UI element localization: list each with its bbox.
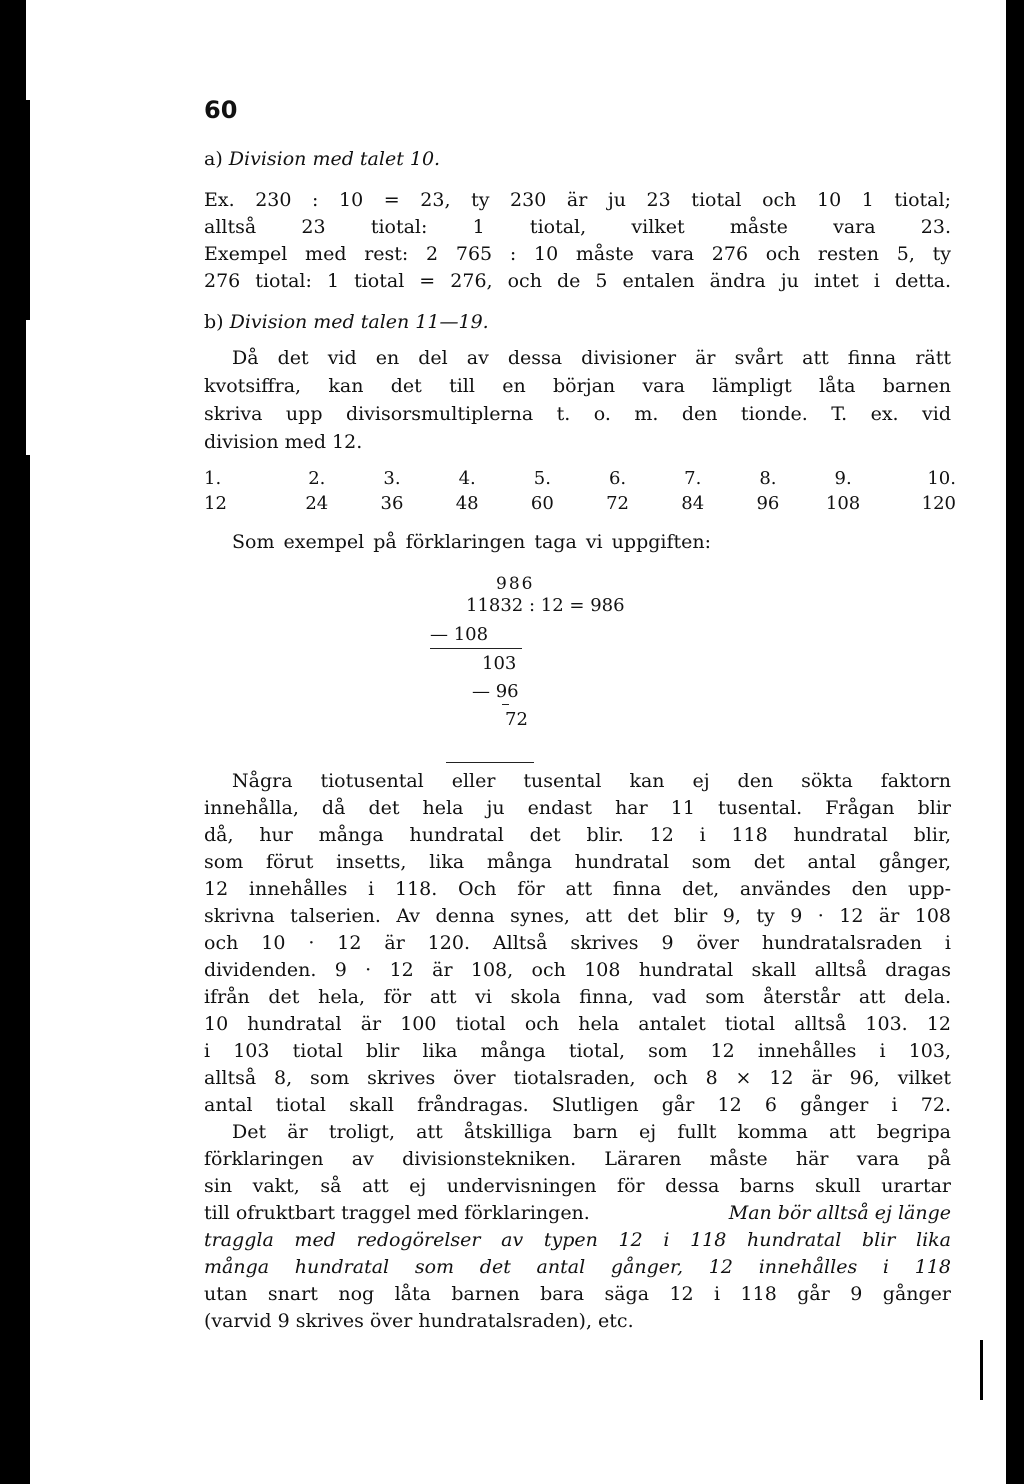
section-b-title: Division med talen 11—19. xyxy=(229,311,489,333)
paragraph-line: alltså 8, som skrives över tiotalsraden, och 8 × 12 är 96, vilket xyxy=(204,1067,951,1089)
index-cell: 7. xyxy=(684,468,702,489)
multiple-cell: 108 xyxy=(825,493,861,514)
section-a-line: alltså 23 tiotal: 1 tiotal, vilket måste vara 23. xyxy=(204,216,951,238)
paragraph-line-italic: många hundratal som det antal gånger, 12 innehålles i 118 xyxy=(204,1256,951,1278)
section-a-heading xyxy=(204,146,440,173)
paragraph-line-start: till ofruktbart traggel med förklaringen. xyxy=(204,1202,590,1224)
paragraph-line: antal tiotal skall fråndragas. Slutligen går 12 6 gånger i 72. xyxy=(204,1094,951,1116)
paragraph-line: förklaringen av divisionstekniken. Läraren måste här vara på xyxy=(204,1148,951,1170)
paragraph-line: skrivna talserien. Av denna synes, att det blir 9, ty 9 · 12 är 108 xyxy=(204,905,951,927)
section-divider xyxy=(446,762,534,763)
section-b-line: Då det vid en del av dessa divisioner är svårt att finna rätt xyxy=(232,347,951,369)
ld-step1: — 108 xyxy=(430,624,489,645)
multiple-cell: 24 xyxy=(305,493,329,514)
index-row xyxy=(204,468,956,489)
multiples-table xyxy=(204,468,956,514)
section-b-label: b) xyxy=(204,311,224,333)
section-b-heading xyxy=(204,309,489,336)
ld-remainder2: 72 xyxy=(505,709,528,730)
ld-remainder1: 103 xyxy=(482,653,517,674)
paragraph-line: innehålla, då det hela ju endast har 11 tusental. Frågan blir xyxy=(204,797,951,819)
index-cell: 10. xyxy=(927,468,956,489)
ld-rule xyxy=(430,648,522,649)
paragraph-line-italic: traggla med redogörelser av typen 12 i 118 hundratal blir lika xyxy=(204,1229,951,1251)
section-a-line: 276 tiotal: 1 tiotal = 276, och de 5 entalen ändra ju intet i detta. xyxy=(204,270,951,292)
left-edge-mark-top xyxy=(26,100,30,320)
section-b-line: skriva upp divisorsmultiplerna t. o. m. den tionde. T. ex. vid xyxy=(204,403,951,425)
paragraph-line xyxy=(204,1200,951,1227)
paragraph-line: utan snart nog låta barnen bara säga 12 i 118 går 9 gånger xyxy=(204,1283,951,1305)
section-a-title: Division med talet 10. xyxy=(228,148,441,170)
ld-step2: — 96 xyxy=(472,681,519,702)
paragraph-line-italic: Man bör alltså ej länge xyxy=(728,1202,951,1224)
multiple-cell: 12 xyxy=(204,493,227,514)
paragraph-line: ifrån det hela, för att vi skola finna, vad som återstår att dela. xyxy=(204,986,951,1008)
index-cell: 5. xyxy=(533,468,551,489)
index-cell: 1. xyxy=(204,468,222,489)
multiple-cell: 96 xyxy=(756,493,780,514)
multiple-cell: 72 xyxy=(606,493,629,514)
paragraph-line: sin vakt, så att ej undervisningen för dessa barns skull urartar xyxy=(204,1175,951,1197)
multiple-cell: 84 xyxy=(681,493,705,514)
section-b-line: division med 12. xyxy=(204,431,363,453)
right-edge-mark xyxy=(980,1340,983,1400)
left-edge-mark-bottom xyxy=(26,455,30,1484)
paragraph-line: dividenden. 9 · 12 är 108, och 108 hundratal skall alltså dragas xyxy=(204,959,951,981)
index-cell: 8. xyxy=(759,468,777,489)
multiple-cell: 60 xyxy=(530,493,554,514)
book-page xyxy=(26,0,1006,1484)
paragraph-line: 12 innehålles i 118. Och för att finna det, användes den upp- xyxy=(204,878,951,900)
index-cell: 9. xyxy=(834,468,852,489)
paragraph-line: och 10 · 12 är 120. Alltså skrives 9 över hundratalsraden i xyxy=(204,932,951,954)
paragraph-line: i 103 tiotal blir lika många tiotal, som 12 innehålles i 103, xyxy=(204,1040,951,1062)
ld-expression: 11832 : 12 = 986 xyxy=(466,595,625,616)
multiple-cell: 48 xyxy=(455,493,479,514)
section-b-line: kvotsiffra, kan det till en början vara lämpligt låta barnen xyxy=(204,375,951,397)
ld-rule xyxy=(502,704,509,705)
section-a-label: a) xyxy=(204,148,223,170)
index-cell: 2. xyxy=(308,468,326,489)
section-a-line: Ex. 230 : 10 = 23, ty 230 är ju 23 tiotal och 10 1 tiotal; xyxy=(204,189,951,211)
section-a-line: Exempel med rest: 2 765 : 10 måste vara 276 och resten 5, ty xyxy=(204,243,951,265)
paragraph-line: som förut insetts, lika många hundratal som det antal gånger, xyxy=(204,851,951,873)
index-cell: 3. xyxy=(383,468,401,489)
index-cell: 6. xyxy=(608,468,627,489)
paragraph-line: (varvid 9 skrives över hundratalsraden), etc. xyxy=(204,1310,634,1332)
example-intro: Som exempel på förklaringen taga vi uppgiften: xyxy=(232,531,712,553)
page-number: 60 xyxy=(204,96,238,124)
paragraph-line: då, hur många hundratal det blir. 12 i 118 hundratal blir, xyxy=(204,824,951,846)
multiple-cell: 36 xyxy=(380,493,404,514)
multiple-cell: 120 xyxy=(921,493,956,514)
multiple-row xyxy=(204,489,956,514)
paragraph-line: 10 hundratal är 100 tiotal och hela antalet tiotal alltså 103. 12 xyxy=(204,1013,951,1035)
ld-quotient: 986 xyxy=(496,574,535,594)
paragraph-line: Några tiotusental eller tusental kan ej den sökta faktorn xyxy=(232,770,951,792)
index-cell: 4. xyxy=(458,468,476,489)
paragraph-line: Det är troligt, att åtskilliga barn ej fullt komma att begripa xyxy=(232,1121,951,1143)
